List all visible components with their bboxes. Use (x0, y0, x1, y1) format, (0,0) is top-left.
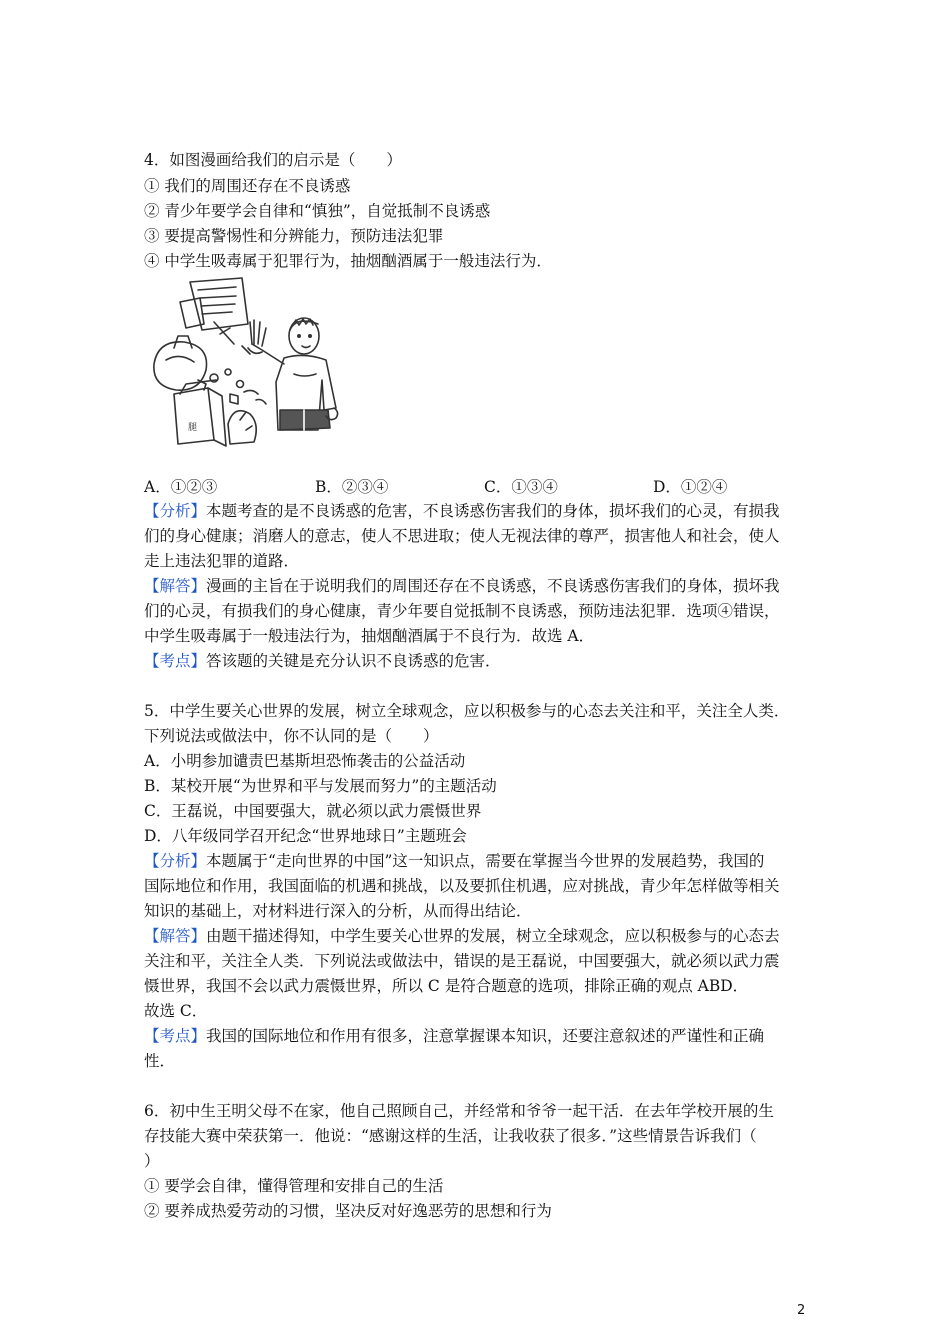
point-tag: 【考点】 (144, 1027, 207, 1045)
q6-stem-line-2: 存技能大赛中荣获第一．他说：“感谢这样的生活，让我收获了很多．”这些情景告诉我们（ (144, 1127, 757, 1145)
answer-tag: 【解答】 (144, 577, 207, 595)
q4-item-1: ① 我们的周围还存在不良诱惑 (144, 177, 351, 195)
q5-option-c[interactable]: C．王磊说，中国要强大，就必须以武力震慑世界 (144, 802, 482, 820)
q6-item-1: ① 要学会自律，懂得管理和安排自己的生活 (144, 1177, 444, 1195)
q5-answer-line-4: 故选 C． (144, 1002, 208, 1020)
q6-stem-line-1: 6．初中生王明父母不在家，他自己照顾自己，并经常和爷爷一起干活．在去年学校开展的生 (144, 1102, 774, 1120)
q4-option-c[interactable]: C．①③④ (484, 478, 558, 496)
q5-analysis-line-3: 知识的基础上，对材料进行深入的分析，从而得出结论． (144, 902, 532, 920)
q5-point-text: 我国的国际地位和作用有很多，注意掌握课本知识，还要注意叙述的严谨性和正确 (206, 1027, 765, 1045)
page-number: 2 (797, 1303, 806, 1318)
analysis-tag: 【分析】 (144, 502, 207, 520)
svg-text:腿: 腿 (188, 423, 198, 433)
q5-answer-text: 由题干描述得知，中学生要关心世界的发展，树立全球观念，应以积极参与的心态去 (206, 927, 780, 945)
q6-item-2: ② 要养成热爱劳动的习惯，坚决反对好逸恶劳的思想和行为 (144, 1202, 552, 1220)
q5-analysis-text: 本题属于“走向世界的中国”这一知识点，需要在掌握当今世界的发展趋势，我国的 (206, 852, 765, 870)
q5-stem-line-2: 下列说法或做法中，你不认同的是（ ） (144, 727, 439, 745)
q4-stem: 4．如图漫画给我们的启示是（ ） (144, 151, 402, 169)
q4-option-a[interactable]: A．①②③ (144, 478, 218, 496)
q4-item-3: ③ 要提高警惕性和分辨能力，预防违法犯罪 (144, 227, 444, 245)
q5-answer-line-1 (144, 926, 780, 946)
q5-option-b[interactable]: B．某校开展“为世界和平与发展而努力”的主题活动 (144, 777, 497, 795)
q4-analysis-line-2: 们的身心健康；消磨人的意志，使人不思进取；使人无视法律的尊严，损害他人和社会，使人 (144, 527, 780, 545)
q5-option-a[interactable]: A．小明参加谴责巴基斯坦恐怖袭击的公益活动 (144, 752, 466, 770)
q5-option-d[interactable]: D．八年级同学召开纪念“世界地球日”主题班会 (144, 827, 467, 845)
q4-item-2: ② 青少年要学会自律和“慎独”，自觉抵制不良诱惑 (144, 202, 491, 220)
q4-options (144, 475, 824, 495)
q4-analysis-line-3: 走上违法犯罪的道路． (144, 552, 300, 570)
q4-option-d[interactable]: D．①②④ (653, 478, 728, 496)
q4-point-line (144, 651, 501, 671)
q4-analysis-line-1 (144, 501, 780, 521)
q4-answer-line-1 (144, 576, 780, 596)
q4-answer-text: 漫画的主旨在于说明我们的周围还存在不良诱惑，不良诱惑伤害我们的身体，损坏我 (206, 577, 780, 595)
q4-answer-line-3: 中学生吸毒属于一般违法行为，抽烟酗酒属于不良行为．故选 A． (144, 627, 595, 645)
q4-point-text: 答该题的关键是充分认识不良诱惑的危害． (206, 652, 501, 670)
q5-stem-line-1: 5．中学生要关心世界的发展，树立全球观念，应以积极参与的心态去关注和平，关注全人类． (144, 702, 790, 720)
q4-answer-line-2: 们的心灵，有损我们的身心健康，青少年要自觉抵制不良诱惑，预防违法犯罪．选项④错误， (144, 602, 780, 620)
answer-tag: 【解答】 (144, 927, 207, 945)
q5-point-line-2: 性． (144, 1052, 176, 1070)
q4-option-b[interactable]: B．②③④ (315, 478, 389, 496)
q5-answer-line-2: 关注和平，关注全人类．下列说法或做法中，错误的是王磊说，中国要强大，就必须以武力震 (144, 952, 780, 970)
q5-answer-line-3: 慑世界，我国不会以武力震慑世界，所以 C 是符合题意的选项，排除正确的观点 ABD． (144, 977, 749, 995)
q5-analysis-line-2: 国际地位和作用，我国面临的机遇和挑战，以及要抓住机遇，应对挑战，青少年怎样做等相关 (144, 877, 780, 895)
q4-item-4: ④ 中学生吸毒属于犯罪行为，抽烟酗酒属于一般违法行为． (144, 252, 552, 270)
cartoon-image (144, 274, 358, 460)
q5-analysis-line-1 (144, 851, 764, 871)
q6-stem-line-3: ） (144, 1152, 160, 1170)
analysis-tag: 【分析】 (144, 852, 207, 870)
point-tag: 【考点】 (144, 652, 207, 670)
q4-analysis-text: 本题考查的是不良诱惑的危害，不良诱惑伤害我们的身体，损坏我们的心灵，有损我 (206, 502, 780, 520)
q5-point-line-1 (144, 1026, 764, 1046)
